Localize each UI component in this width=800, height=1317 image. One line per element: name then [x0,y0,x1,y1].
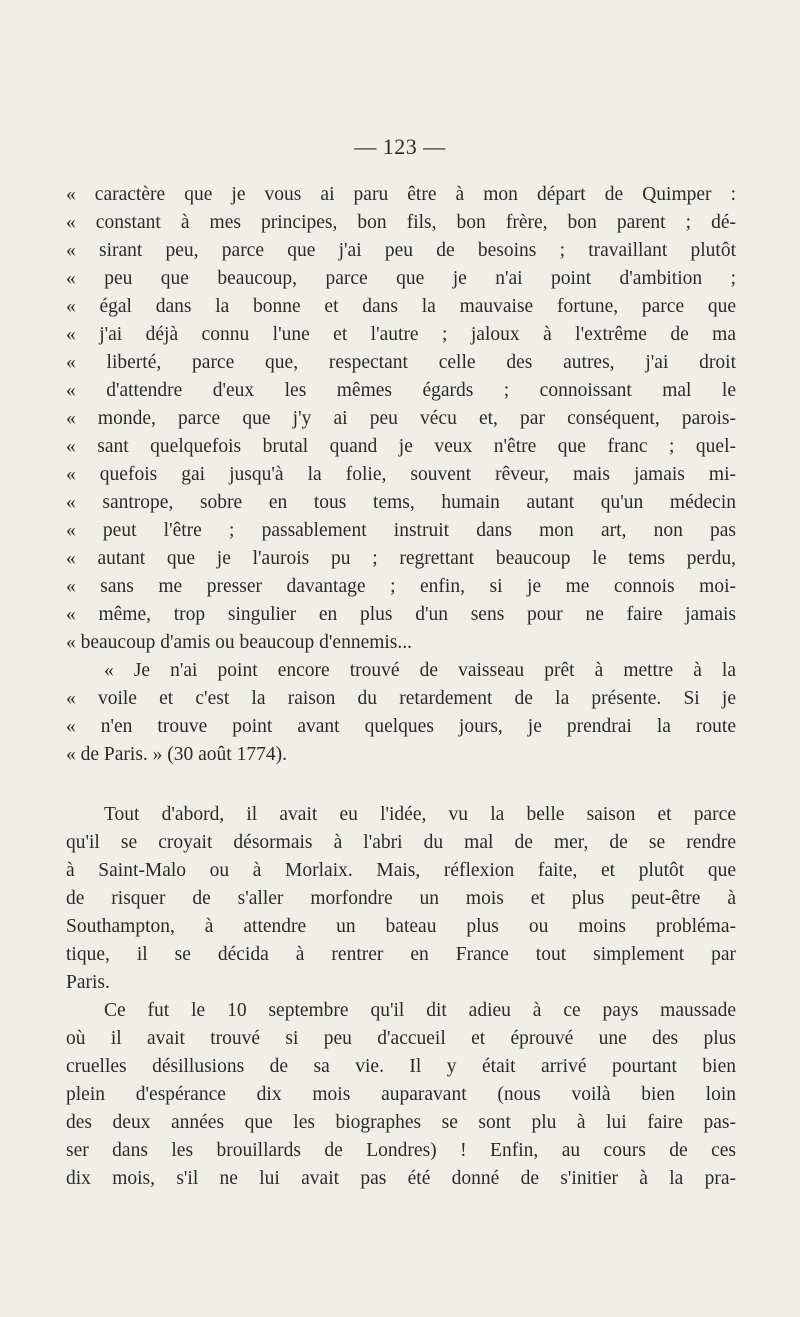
paragraph-line: qu'il se croyait désormais à l'abri du mal de mer, de se rendre [66,832,736,853]
paragraph-line: Ce fut le 10 septembre qu'il dit adieu à ce pays maussade [104,1000,736,1021]
quote-line: « constant à mes principes, bon fils, bon frère, bon parent ; dé- [66,212,736,233]
quote-line: « quefois gai jusqu'à la folie, souvent rêveur, mais jamais mi- [66,464,736,485]
page-number: — 123 — [354,134,446,159]
quote-line: « même, trop singulier en plus d'un sens pour ne faire jamais [66,604,736,625]
paragraph-line: ser dans les brouillards de Londres) ! Enfin, au cours de ces [66,1140,736,1161]
quote-line: « de Paris. » (30 août 1774). [66,744,287,765]
quote-line: « voile et c'est la raison du retardement de la présente. Si je [66,688,736,709]
quote-line: « sirant peu, parce que j'ai peu de besoins ; travaillant plutôt [66,240,736,261]
quote-line: « Je n'ai point encore trouvé de vaisseau prêt à mettre à la [104,660,736,681]
paragraph-line: Paris. [66,972,110,993]
paragraph-line: à Saint-Malo ou à Morlaix. Mais, réflexion faite, et plutôt que [66,860,736,881]
quote-line: « n'en trouve point avant quelques jours, je prendrai la route [66,716,736,737]
quote-line: « peu que beaucoup, parce que je n'ai point d'ambition ; [66,268,736,289]
quote-line: « santrope, sobre en tous tems, humain autant qu'un médecin [66,492,736,513]
paragraph-line: Tout d'abord, il avait eu l'idée, vu la belle saison et parce [104,804,736,825]
paragraph-line: des deux années que les biographes se sont plu à lui faire pas- [66,1112,736,1133]
quote-line: « liberté, parce que, respectant celle des autres, j'ai droit [66,352,736,373]
quote-line: « peut l'être ; passablement instruit dans mon art, non pas [66,520,736,541]
quote-line: « autant que je l'aurois pu ; regrettant beaucoup le tems perdu, [66,548,736,569]
paragraph-line: de risquer de s'aller morfondre un mois et plus peut-être à [66,888,736,909]
paragraph-line: cruelles désillusions de sa vie. Il y était arrivé pourtant bien [66,1056,736,1077]
quote-line: « j'ai déjà connu l'une et l'autre ; jaloux à l'extrême de ma [66,324,736,345]
paragraph-line: Southampton, à attendre un bateau plus ou moins probléma- [66,916,736,937]
quote-line: « d'attendre d'eux les mêmes égards ; connoissant mal le [66,380,736,401]
quote-line: « caractère que je vous ai paru être à mon départ de Quimper : [66,184,736,205]
quote-line: « beaucoup d'amis ou beaucoup d'ennemis... [66,632,413,653]
paragraph-line: dix mois, s'il ne lui avait pas été donné de s'initier à la pra- [66,1168,736,1189]
paragraph-line: où il avait trouvé si peu d'accueil et éprouvé une des plus [66,1028,736,1049]
quote-line: « égal dans la bonne et dans la mauvaise fortune, parce que [66,296,736,317]
quote-line: « monde, parce que j'y ai peu vécu et, par conséquent, parois- [66,408,736,429]
quote-line: « sans me presser davantage ; enfin, si je me connois moi- [66,576,736,597]
quote-line: « sant quelquefois brutal quand je veux n'être que franc ; quel- [66,436,736,457]
paragraph-line: tique, il se décida à rentrer en France tout simplement par [66,944,736,965]
paragraph-line: plein d'espérance dix mois auparavant (nous voilà bien loin [66,1084,736,1105]
